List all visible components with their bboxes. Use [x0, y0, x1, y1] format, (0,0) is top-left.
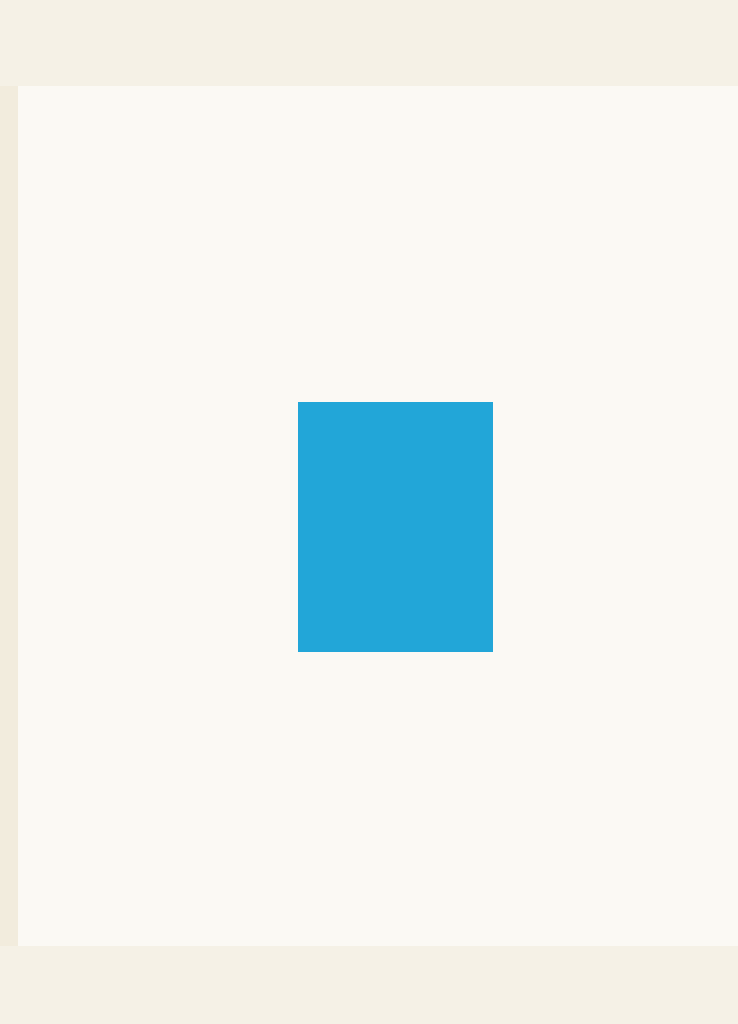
shell-row: [42, 681, 217, 721]
shell-row: [40, 403, 215, 443]
section-12: [523, 116, 733, 165]
shell-row: [40, 119, 215, 159]
section-11: [272, 116, 482, 165]
section-16-closed: [523, 678, 733, 727]
section-13: [22, 400, 232, 449]
section-14: [523, 400, 733, 449]
left-figure-strip: [0, 86, 18, 946]
shell-row: [541, 403, 716, 443]
shell-row: [541, 119, 716, 159]
bottom-figure-strip: [0, 946, 738, 1024]
section-15: [24, 678, 234, 727]
shell-row: [290, 119, 465, 159]
shell-row: [541, 681, 716, 721]
shell-row: [290, 681, 465, 721]
section-16-open: [272, 678, 482, 727]
center-quote-box: [298, 402, 493, 652]
section-10: [22, 116, 232, 165]
top-figure-strip: [0, 0, 738, 86]
